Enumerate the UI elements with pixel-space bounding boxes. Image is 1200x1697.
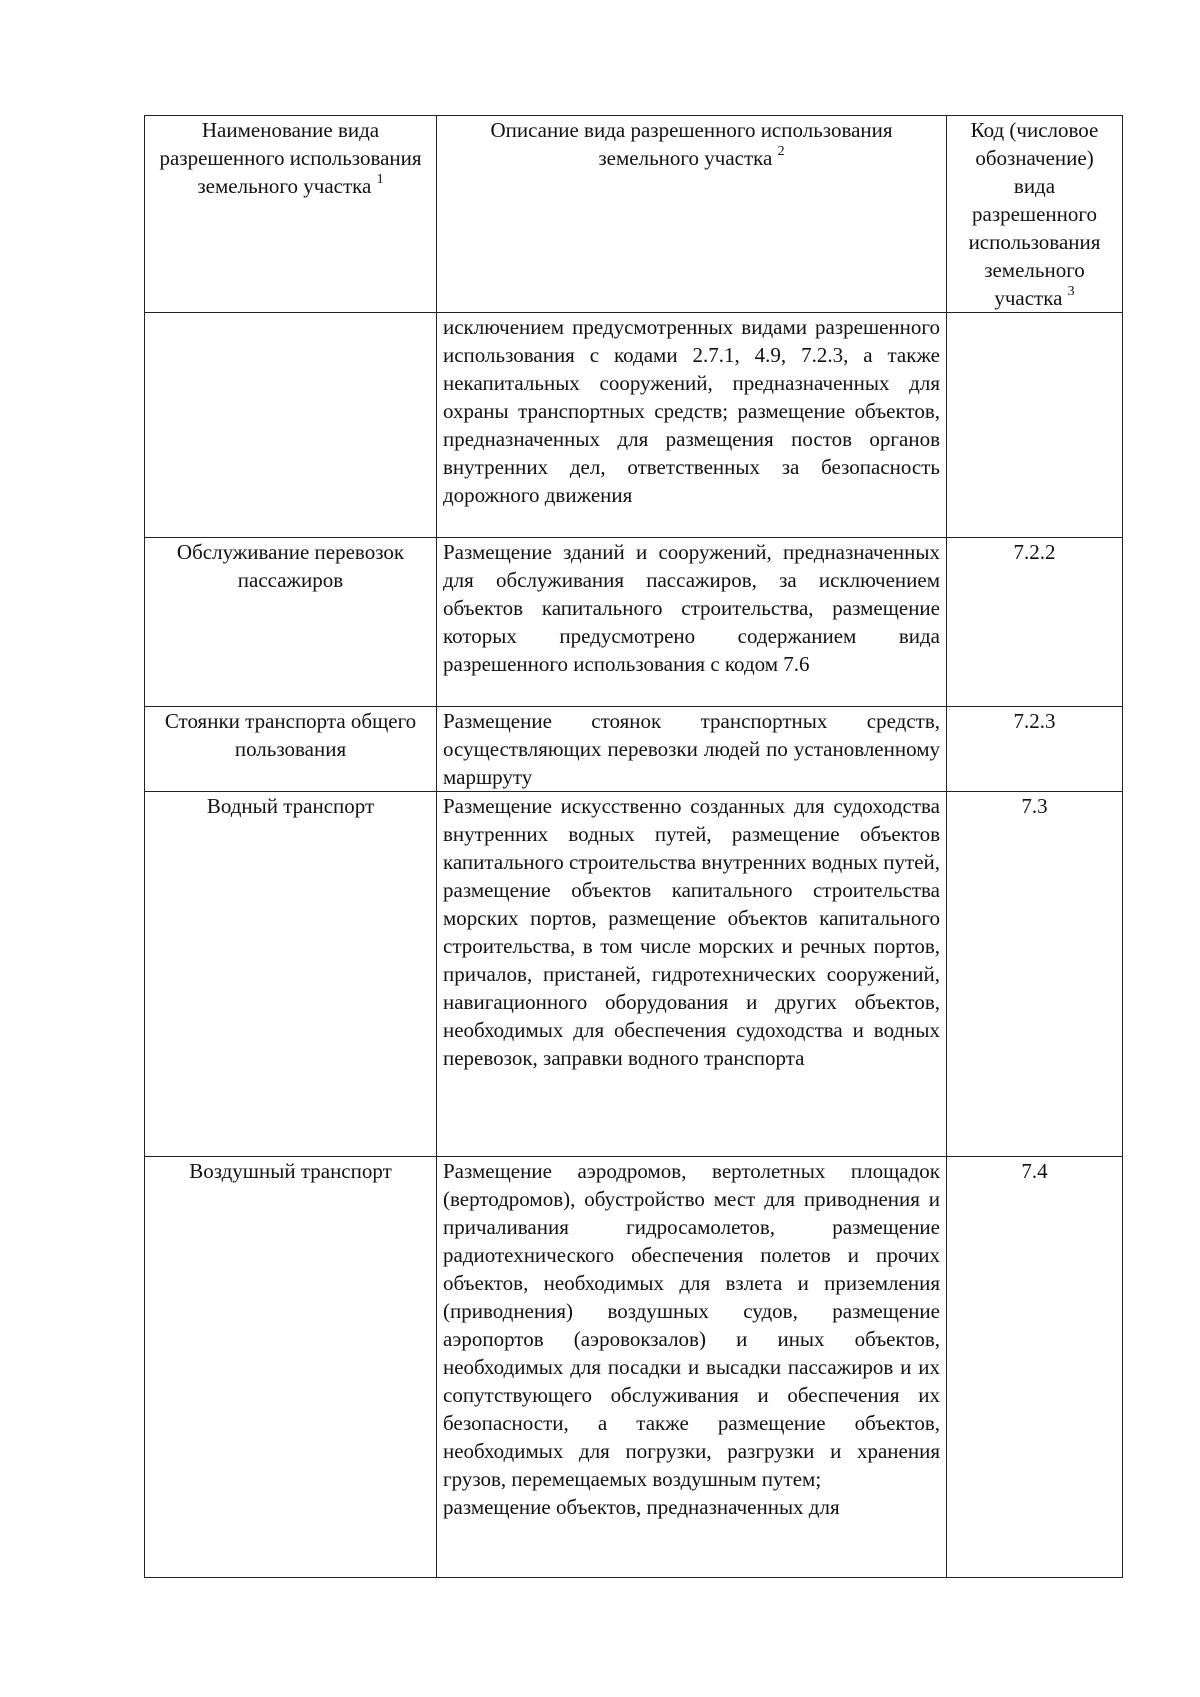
land-use-code: 7.4: [947, 1157, 1123, 1578]
land-use-name: Стоянки транспорта общего пользования: [145, 707, 437, 792]
land-use-description-continuation: размещение объектов, предназначенных для: [443, 1495, 840, 1519]
land-use-description: Размещение искусственно созданных для судоходства внутренних водных путей, размещение объектов капитального строительства внутренних водных путей, размещение объектов капитального строительства морских портов, размещение объектов капитального строительства, в том числе морских и речных портов, причалов, пристаней, гидротехнических сооружений, навигационного оборудования и других объектов, необходимых для обеспечения судоходства и водных перевозок, заправки водного транспорта: [437, 792, 947, 1157]
header-land-use-description: [437, 116, 947, 313]
land-use-name: [145, 313, 437, 538]
land-use-name: Воздушный транспорт: [145, 1157, 437, 1578]
header-land-use-code-text: Код (числовое обозначение) вида разрешенного использования земельного участка: [968, 118, 1101, 310]
header-land-use-code: [947, 116, 1123, 313]
land-use-code: [947, 313, 1123, 538]
table-row: [145, 538, 1123, 707]
header-land-use-description-text: Описание вида разрешенного использования земельного участка: [490, 118, 893, 170]
table-row: [145, 313, 1123, 538]
land-use-description: Размещение стоянок транспортных средств, осуществляющих перевозки людей по установленному маршруту: [437, 707, 947, 792]
land-use-description: Размещение зданий и сооружений, предназначенных для обслуживания пассажиров, за исключением объектов капитального строительства, размещение которых предусмотрено содержанием вида разрешенного использования с кодом 7.6: [437, 538, 947, 707]
land-use-name: Водный транспорт: [145, 792, 437, 1157]
land-use-name: Обслуживание перевозок пассажиров: [145, 538, 437, 707]
footnote-mark-3: 3: [1067, 284, 1075, 299]
footnote-mark-1: 1: [376, 172, 384, 187]
land-use-description: исключением предусмотренных видами разрешенного использования с кодами 2.7.1, 4.9, 7.2.3, а также некапитальных сооружений, предназначенных для охраны транспортных средств; размещение объектов, предназначенных для размещения постов органов внутренних дел, ответственных за безопасность дорожного движения: [437, 313, 947, 538]
table-row: [145, 792, 1123, 1157]
land-use-description: [437, 1157, 947, 1578]
table-row: [145, 707, 1123, 792]
table-header-row: [145, 116, 1123, 313]
table-row: [145, 1157, 1123, 1578]
land-use-description-text: Размещение аэродромов, вертолетных площадок (вертодромов), обустройство мест для приводнения и причаливания гидросамолетов, размещение радиотехнического обеспечения полетов и прочих объектов, необходимых для взлета и приземления (приводнения) воздушных судов, размещение аэропортов (аэровокзалов) и иных объектов, необходимых для посадки и высадки пассажиров и их сопутствующего обслуживания и обеспечения их безопасности, а также размещение объектов, необходимых для погрузки, разгрузки и хранения грузов, перемещаемых воздушным путем;: [443, 1159, 940, 1491]
land-use-code: 7.2.3: [947, 707, 1123, 792]
land-use-table: [144, 115, 1123, 1578]
land-use-code: 7.2.2: [947, 538, 1123, 707]
header-land-use-name-text: Наименование вида разрешенного использования земельного участка: [159, 118, 422, 198]
land-use-code: 7.3: [947, 792, 1123, 1157]
footnote-mark-2: 2: [777, 144, 785, 159]
header-land-use-name: [145, 116, 437, 313]
